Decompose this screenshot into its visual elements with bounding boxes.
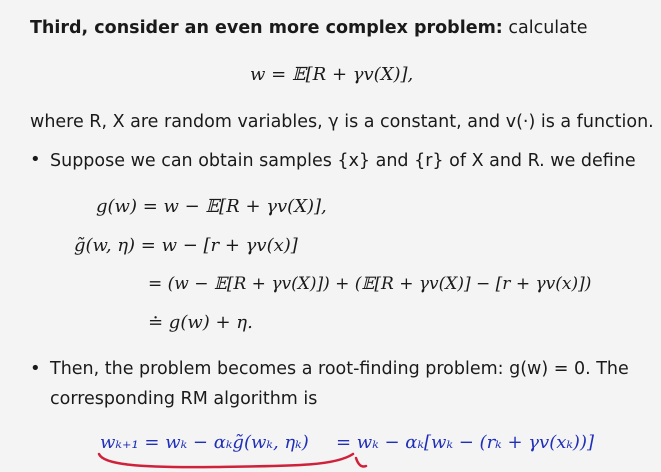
bullet1-text: Suppose we can obtain samples {x} and {r} of X and R. we define (50, 151, 636, 171)
main-equation: w = 𝔼[R + γv(X)], (250, 64, 414, 85)
bullet2-line2: corresponding RM algorithm is (50, 389, 318, 409)
bullet-dot: • (30, 358, 41, 379)
eq-gtilde-1: g̃(w, η) = w − [r + γv(x)] (74, 235, 298, 256)
red-underline-annotation (95, 448, 365, 472)
bullet2-line1: Then, the problem becomes a root-finding problem: g(w) = 0. The (50, 359, 629, 379)
heading-rest: calculate (508, 18, 588, 38)
bullet-dot: • (30, 149, 41, 170)
where-text: where R, X are random variables, γ is a constant, and v(·) is a function. (30, 112, 654, 132)
eq-gtilde-3: ≐ g(w) + η. (148, 312, 253, 333)
red-tick-annotation (352, 456, 372, 472)
rm-left: wₖ₊₁ = wₖ − αₖg̃(wₖ, ηₖ) (100, 432, 309, 453)
heading-bold: Third, consider an even more complex problem: (30, 18, 503, 38)
eq-gtilde-2: = (w − 𝔼[R + γv(X)]) + (𝔼[R + γv(X)] − [r + γv(x)]) (148, 274, 592, 294)
rm-right: = wₖ − αₖ[wₖ − (rₖ + γv(xₖ))] (336, 432, 594, 453)
heading (30, 18, 588, 38)
eq-g: g(w) = w − 𝔼[R + γv(X)], (96, 196, 327, 217)
